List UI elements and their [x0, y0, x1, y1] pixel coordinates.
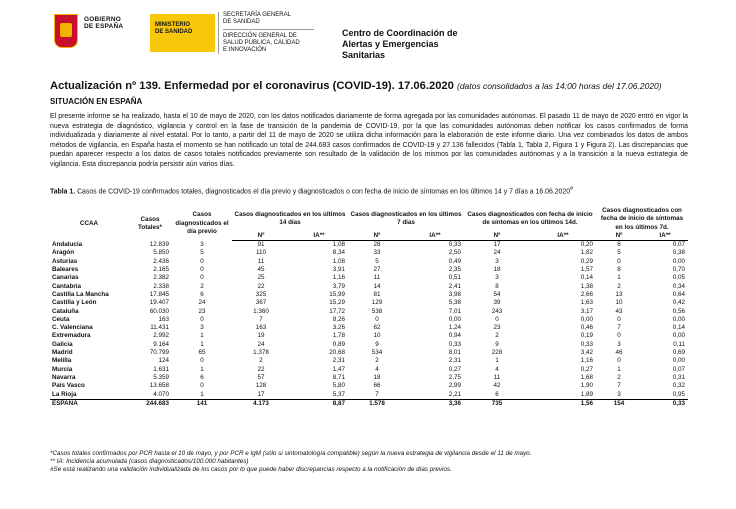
cell-ccaa: Madrid	[52, 349, 73, 357]
cell-d7ia: 5,38	[448, 299, 461, 307]
cell-d14ia: 3,91	[332, 266, 345, 274]
cell-previo: 0	[200, 382, 204, 390]
cell-d7ia: 0,94	[448, 332, 461, 340]
cell-d14ia: 2,31	[332, 357, 345, 365]
cell-d7n: 28	[373, 241, 381, 249]
cell-d7ia: 8,01	[448, 349, 461, 357]
cell-totales: 9.164	[153, 340, 169, 348]
table-row	[50, 266, 688, 274]
cell-d7n: 2	[375, 357, 379, 365]
cell-d14n: 17	[257, 390, 265, 398]
cell-d7n: 10	[373, 332, 381, 340]
table-total-row	[50, 399, 688, 408]
cell-d14n: 22	[257, 282, 265, 290]
cell-d14n: 367	[255, 299, 267, 307]
cell-d7n: 5	[375, 257, 379, 265]
cell-d7ia: 2,75	[448, 373, 461, 381]
cell-s14n: 18	[493, 266, 501, 274]
cell-s14ia: 1,38	[580, 282, 593, 290]
cell-totales: 11.431	[150, 324, 169, 332]
cell-s14ia: 1,56	[530, 399, 596, 408]
cell-s7n: 1	[617, 274, 621, 282]
cell-ccaa: Murcia	[52, 365, 73, 373]
cell-d7ia: 0,00	[448, 315, 461, 323]
table-row	[50, 391, 688, 400]
cell-previo: 0	[200, 315, 204, 323]
cell-d7ia: 2,50	[448, 249, 461, 257]
ministerio-block: MINISTERIO DE SANIDAD	[150, 14, 215, 52]
cell-previo: 141	[172, 399, 232, 408]
table-body	[50, 241, 688, 408]
cell-s14ia: 0,27	[580, 365, 593, 373]
cell-ccaa: Castilla La Mancha	[52, 290, 109, 298]
cell-d14ia: 0,89	[332, 340, 345, 348]
cell-d7n: 11	[373, 274, 381, 282]
cell-ccaa: Galicia	[52, 340, 73, 348]
cell-s7ia: 0,31	[672, 373, 685, 381]
sub-n: Nº	[348, 232, 406, 241]
cell-d14ia: 8,71	[332, 373, 345, 381]
cell-d14n: 4.173	[232, 399, 290, 408]
cell-totales: 19.407	[149, 299, 169, 307]
cell-previo: 65	[198, 349, 206, 357]
cell-previo: 24	[198, 299, 206, 307]
cell-d7n: 9	[375, 340, 379, 348]
cell-d7n: 7	[375, 390, 379, 398]
cell-s14ia: 1,68	[580, 373, 593, 381]
cell-totales: 70.799	[149, 349, 169, 357]
cell-previo: 6	[200, 373, 204, 381]
cell-s7n: 10	[615, 299, 623, 307]
cell-s7n: 0	[617, 257, 621, 265]
cell-d7ia: 0,27	[448, 365, 461, 373]
cell-s14n: 4	[495, 365, 499, 373]
table-row	[50, 241, 688, 250]
cell-d7n: 14	[373, 282, 381, 290]
grp-sint7: Casos diagnosticados con fecha de inicio de síntomas en los últimos 7d.	[600, 207, 684, 231]
page-title: Actualización nº 139. Enfermedad por el coronavirus (COVID-19). 17.06.2020 (datos consolidados a las 14:00 horas del 17.06.2020)	[50, 80, 662, 92]
sub-ia: IA**	[290, 232, 348, 241]
cell-totales: 4.070	[153, 390, 169, 398]
cell-d14n: 1.378	[253, 349, 269, 357]
cell-s14ia: 1,89	[580, 390, 593, 398]
cell-s14n: 8	[495, 282, 499, 290]
cell-s7ia: 0,07	[672, 365, 685, 373]
cell-d7ia: 1,24	[448, 324, 461, 332]
centro-coordinacion: Centro de Coordinación de Alertas y Emergencias Sanitarias	[342, 28, 458, 60]
cell-d14ia: 1,16	[332, 274, 345, 282]
sub-n: Nº	[464, 232, 530, 241]
cell-s7n: 6	[617, 241, 621, 249]
footnote: ** IA: Incidencia acumulada (casos diagnosticados/100.000 habitantes)	[50, 458, 249, 466]
cell-s14ia: 1,16	[580, 357, 593, 365]
cell-previo: 3	[200, 324, 204, 332]
gobierno-line2: DE ESPAÑA	[84, 23, 124, 30]
cell-s14ia: 1,82	[580, 249, 593, 257]
cell-s7ia: 0,56	[672, 307, 685, 315]
report-header	[0, 0, 736, 70]
cell-d14ia: 5,80	[332, 382, 345, 390]
cell-previo: 23	[198, 307, 206, 315]
cell-ccaa: Extremadura	[52, 332, 91, 340]
table-row	[50, 374, 688, 382]
cell-d14n: 1.360	[253, 307, 269, 315]
cell-s14n: 0	[495, 315, 499, 323]
cell-d7n: 129	[371, 299, 383, 307]
cell-previo: 1	[200, 390, 204, 398]
cell-s14ia: 3,42	[580, 349, 593, 357]
cell-previo: 5	[200, 249, 204, 257]
cell-d7n: 538	[371, 307, 383, 315]
cell-d7n: 18	[373, 373, 381, 381]
cell-d14ia: 8,26	[332, 315, 345, 323]
cell-ccaa: Cantabria	[52, 282, 82, 290]
cell-previo: 2	[200, 282, 204, 290]
cell-d7ia: 3,98	[448, 290, 461, 298]
cell-d7n: 0	[375, 315, 379, 323]
cell-s14n: 2	[495, 332, 499, 340]
table-row	[50, 332, 688, 340]
cell-ccaa: Castilla y León	[52, 299, 97, 307]
cell-totales: 12.839	[149, 240, 169, 248]
cell-ccaa: Cataluña	[52, 307, 79, 315]
cell-s14n: 24	[493, 249, 501, 257]
cell-d7n: 81	[373, 290, 381, 298]
cell-d7n: 534	[371, 349, 383, 357]
cell-d7n: 62	[373, 324, 381, 332]
cases-table	[50, 207, 688, 408]
cell-s7n: 7	[617, 324, 621, 332]
cell-s14ia: 0,29	[580, 257, 593, 265]
cell-s14ia: 0,33	[580, 340, 593, 348]
footnote: *Casos totales confirmados por PCR hasta el 10 de mayo, y por PCR e IgM (sólo si sintomatología compatible) según la nueva estrategia de vigilancia desde el 11 de mayo.	[50, 450, 532, 457]
cell-s14n: 9	[495, 340, 499, 348]
cell-d7n: 33	[373, 249, 381, 257]
cell-s14ia: 0,19	[580, 332, 593, 340]
section-heading: SITUACIÓN EN ESPAÑA	[50, 97, 143, 106]
cell-ccaa: País Vasco	[52, 382, 85, 390]
cell-previo: 0	[200, 266, 204, 274]
sub-ia: IA**	[530, 232, 596, 241]
cell-s7ia: 0,33	[642, 399, 688, 408]
cell-totales: 2.165	[153, 266, 169, 274]
cell-ccaa: Melilla	[52, 357, 72, 365]
cell-totales: 17.845	[149, 290, 169, 298]
footnotes	[50, 450, 532, 475]
cell-s7n: 2	[617, 373, 621, 381]
grp-sint14: Casos diagnosticados con fecha de inicio de síntomas en los últimos 14d.	[467, 211, 593, 227]
cell-totales: 163	[158, 315, 169, 323]
cell-d14ia: 15,29	[329, 299, 345, 307]
title-note: (datos consolidados a las 14:00 horas del 17.06.2020)	[456, 81, 662, 91]
intro-paragraph: El presente informe se ha realizado, hasta el 10 de mayo de 2020, con los datos notificados diariamente de forma agregada por las comunidades autónomas. El pasado 11 de mayo de 2020 entró en vigor la nueva estrategia de diagnóstico, vigilancia y control en la fase de transición de la pandemia de COVID-19, por la que las comunidades autónomas deben notificar los casos confirmados de forma individualizada y diariamente al nivel estatal. Por lo tanto, a partir del 11 de mayo de 2020 se utiliza dicha información para la elaboración de este informe diario. Una vez combinados los datos de ambos métodos de vigilancia, en España hasta el momento se han notificado un total de 244.683 casos confirmados de COVID-19 y 27.136 fallecidos (Tabla 1, Tabla 2, Figura 1 y Figura 2). Las discrepancias que puedan aparecer respecto a los datos de casos totales notificados previamente son resultado de la validación de los mismos por las comunidades autónomas y a la transición a la nueva estrategia de vigilancia. Esta discrepancia podría persistir aún varios días.	[50, 113, 688, 168]
cell-s7n: 5	[617, 249, 621, 257]
secretaria-block: SECRETARÍA GENERAL DE SANIDAD DIRECCIÓN GENERAL DE SALUD PÚBLICA, CALIDAD E INNOVACIÓN	[218, 12, 314, 54]
cell-d14ia: 15,99	[329, 290, 345, 298]
cell-totales: 60.030	[149, 307, 169, 315]
cell-d7ia: 2,99	[448, 382, 461, 390]
table-row	[50, 382, 688, 390]
cell-totales: 1.631	[153, 365, 169, 373]
sub-n: Nº	[232, 232, 290, 241]
cell-s14n: 42	[493, 382, 501, 390]
cell-totales: 124	[158, 357, 169, 365]
table-row	[50, 341, 688, 349]
cell-d7ia: 3,36	[406, 399, 464, 408]
cell-d14n: 110	[255, 249, 267, 257]
cell-ccaa: Andalucía	[52, 240, 83, 248]
cell-totales: 2.382	[153, 274, 169, 282]
cell-d14ia: 1,47	[332, 365, 345, 373]
cell-previo: 3	[200, 240, 204, 248]
col-ccaa: CCAA	[79, 219, 99, 227]
cell-d14n: 163	[255, 324, 267, 332]
cell-s7n: 13	[615, 290, 623, 298]
cell-s7ia: 0,69	[672, 349, 685, 357]
cell-ccaa: Navarra	[52, 373, 76, 381]
cell-ccaa: Baleares	[52, 266, 79, 274]
cell-s7ia: 0,00	[672, 357, 685, 365]
cell-d14ia: 3,26	[332, 324, 345, 332]
cell-s7ia: 0,64	[672, 290, 685, 298]
cell-d14n: 7	[259, 315, 263, 323]
col-totales: Casos Totales*	[137, 215, 163, 231]
cell-s14ia: 0,00	[580, 315, 593, 323]
grp-diag7: Casos diagnosticados en los últimos 7 días	[350, 211, 462, 227]
table-row	[50, 366, 688, 374]
cell-d14n: 25	[257, 274, 265, 282]
table-caption: Tabla 1. Casos de COVID-19 confirmados totales, diagnosticados el día previo y diagnosticados o con fecha de inicio de síntomas en los últimos 14 y 7 días a 16.06.2020#	[50, 186, 574, 196]
cell-s7n: 43	[615, 307, 623, 315]
cell-s14ia: 0,46	[580, 324, 593, 332]
cell-d7ia: 2,35	[448, 266, 461, 274]
cell-d14n: 19	[257, 332, 265, 340]
cell-previo: 0	[200, 357, 204, 365]
table-row	[50, 299, 688, 307]
cell-totales: 2.436	[153, 257, 169, 265]
cell-d14n: 128	[255, 382, 267, 390]
table-row	[50, 324, 688, 332]
cell-s14n: 228	[491, 349, 503, 357]
cell-d7ia: 0,33	[448, 241, 461, 249]
cell-s7ia: 0,14	[672, 324, 685, 332]
cell-d14ia: 1,08	[332, 241, 345, 249]
cell-s7ia: 0,38	[672, 249, 685, 257]
cell-s14ia: 0,14	[580, 274, 593, 282]
table-row	[50, 274, 688, 282]
cell-totales: 5.359	[153, 373, 169, 381]
table-row	[50, 349, 688, 357]
cell-s14n: 243	[491, 307, 503, 315]
cell-d14n: 24	[257, 340, 265, 348]
cell-ccaa: C. Valenciana	[52, 324, 93, 332]
cell-d14ia: 20,68	[329, 349, 345, 357]
table-row	[50, 258, 688, 266]
cell-ccaa: Ceuta	[52, 315, 70, 323]
cell-s7n: 46	[615, 349, 623, 357]
cell-s14ia: 1,63	[580, 299, 593, 307]
cell-previo: 0	[200, 274, 204, 282]
cell-s14ia: 3,17	[580, 307, 593, 315]
cell-d7n: 27	[373, 266, 381, 274]
cell-previo: 1	[200, 340, 204, 348]
cell-d7ia: 2,31	[448, 357, 461, 365]
cell-previo: 1	[200, 365, 204, 373]
cell-s7ia: 0,00	[672, 332, 685, 340]
cell-d14n: 22	[257, 365, 265, 373]
gobierno-logo	[54, 12, 149, 56]
table-row	[50, 283, 688, 291]
cell-totales: 5.850	[153, 249, 169, 257]
cell-d14ia: 3,79	[332, 282, 345, 290]
cell-s7ia: 0,00	[672, 315, 685, 323]
grp-diag14: Casos diagnosticados en los últimos 14 días	[234, 211, 346, 227]
cell-d14n: 325	[255, 290, 267, 298]
sub-ia: IA**	[406, 232, 464, 241]
table-row	[50, 249, 688, 257]
cell-s7ia: 0,95	[672, 390, 685, 398]
sub-n: Nº	[596, 232, 642, 241]
cell-d7ia: 0,49	[448, 257, 461, 265]
cell-s7n: 2	[617, 282, 621, 290]
cell-s7ia: 0,11	[673, 340, 685, 348]
cell-totales: 13.658	[149, 382, 169, 390]
cell-d7ia: 0,51	[448, 274, 461, 282]
cell-ccaa: Asturias	[52, 257, 78, 265]
cell-s7ia: 0,05	[672, 274, 685, 282]
cell-s14n: 1	[495, 357, 499, 365]
cell-s7ia: 0,07	[672, 241, 685, 249]
cell-ccaa: La Rioja	[52, 390, 77, 398]
cell-d7n: 4	[375, 365, 379, 373]
cell-s7n: 154	[596, 399, 642, 408]
cell-d14ia: 8,34	[332, 249, 345, 257]
cell-s14n: 54	[493, 290, 501, 298]
cell-s7n: 7	[617, 382, 621, 390]
cell-d14ia: 5,37	[332, 390, 345, 398]
gobierno-line1: GOBIERNO	[84, 16, 121, 23]
cell-s7ia: 0,70	[672, 266, 685, 274]
cell-s14n: 735	[464, 399, 530, 408]
cell-s7n: 1	[617, 365, 621, 373]
cell-d7n: 1.578	[348, 399, 406, 408]
cell-s14n: 3	[495, 274, 499, 282]
sub-ia: IA**	[642, 232, 688, 241]
cell-s14ia: 1,90	[580, 382, 593, 390]
cell-s7ia: 0,32	[672, 382, 685, 390]
table-row	[50, 357, 688, 365]
cell-totales: 2.992	[153, 332, 169, 340]
cell-ccaa: ESPAÑA	[50, 399, 128, 408]
cell-s14ia: 2,66	[580, 290, 593, 298]
cell-s7n: 3	[617, 340, 621, 348]
table-row	[50, 316, 688, 324]
cell-d7ia: 0,33	[448, 340, 461, 348]
cell-previo: 1	[200, 332, 204, 340]
cell-s7n: 0	[617, 332, 621, 340]
cell-d14n: 45	[257, 266, 265, 274]
cell-d14ia: 8,87	[290, 399, 348, 408]
cell-ccaa: Aragón	[52, 249, 75, 257]
table-row	[50, 291, 688, 299]
cell-s14n: 23	[493, 324, 501, 332]
cell-s7n: 0	[617, 315, 621, 323]
cell-s7ia: 0,34	[672, 282, 685, 290]
cell-s14ia: 0,20	[580, 241, 593, 249]
cell-d7ia: 7,01	[448, 307, 461, 315]
cell-d7ia: 2,21	[448, 390, 461, 398]
cell-d14ia: 1,78	[332, 332, 345, 340]
col-dia-previo: Casos diagnosticados el día previo	[175, 211, 229, 235]
cell-s14n: 3	[495, 257, 499, 265]
cell-previo: 0	[200, 257, 204, 265]
cell-s7n: 0	[617, 357, 621, 365]
table-row	[50, 308, 688, 316]
coat-of-arms-icon	[54, 14, 78, 48]
cell-s14n: 11	[493, 373, 501, 381]
cell-d7n: 66	[373, 382, 381, 390]
cell-s14ia: 1,57	[580, 266, 593, 274]
cell-d14n: 2	[259, 357, 263, 365]
cell-totales: 2.338	[153, 282, 169, 290]
cell-s7ia: 0,42	[672, 299, 685, 307]
cell-s14n: 17	[493, 241, 501, 249]
cell-totales: 244.683	[128, 399, 172, 408]
cell-s14n: 6	[495, 390, 499, 398]
cell-d14ia: 1,08	[332, 257, 345, 265]
cell-d7ia: 2,41	[448, 282, 461, 290]
cell-d14n: 91	[257, 241, 265, 249]
cell-ccaa: Canarias	[52, 274, 79, 282]
cell-d14n: 11	[257, 257, 265, 265]
cell-d14n: 57	[257, 373, 265, 381]
cell-s14n: 39	[493, 299, 501, 307]
cell-s7ia: 0,00	[672, 257, 685, 265]
footnote: #Se está realizando una validación individualizada de los casos por lo que puede haber discrepancias respecto a la notificación de días previos.	[50, 466, 452, 474]
cell-s7n: 8	[617, 266, 621, 274]
cell-d14ia: 17,72	[329, 307, 345, 315]
cell-previo: 6	[200, 290, 204, 298]
cell-s7n: 3	[617, 390, 621, 398]
